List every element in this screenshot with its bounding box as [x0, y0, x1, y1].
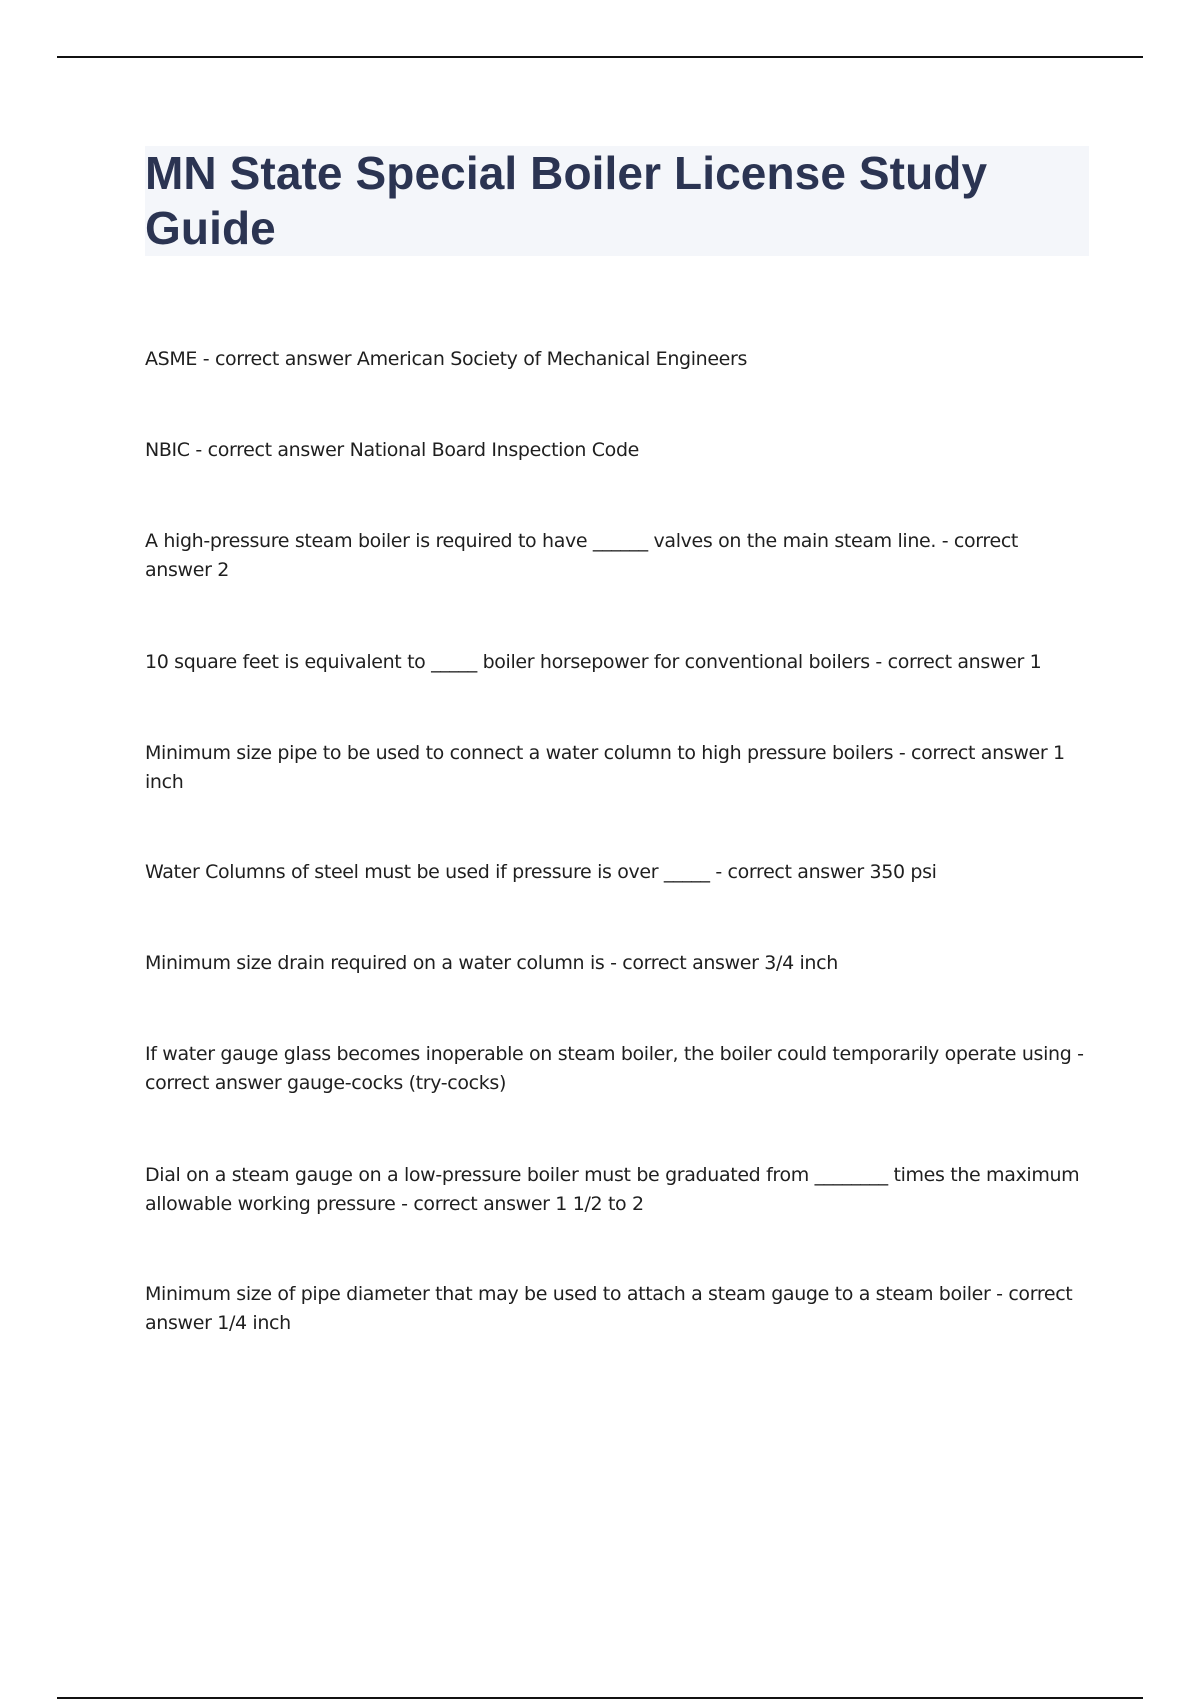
- qa-item: Minimum size pipe to be used to connect a water column to high pressure boilers - correct answer 1 inch: [145, 742, 1065, 793]
- title-block: [145, 146, 1089, 256]
- qa-item: A high-pressure steam boiler is required to have ______ valves on the main steam line. - correct answer 2: [145, 530, 1019, 581]
- qa-item: ASME - correct answer American Society of Mechanical Engineers: [145, 348, 748, 370]
- qa-item: Minimum size drain required on a water column is - correct answer 3/4 inch: [145, 952, 838, 974]
- qa-item: Minimum size of pipe diameter that may be used to attach a steam gauge to a steam boiler - correct answer 1/4 inch: [145, 1283, 1073, 1334]
- top-rule: [57, 56, 1143, 58]
- qa-item: Water Columns of steel must be used if pressure is over _____ - correct answer 350 psi: [145, 861, 937, 883]
- qa-item: If water gauge glass becomes inoperable on steam boiler, the boiler could temporarily operate using - correct answer gauge-cocks (try-cocks): [145, 1043, 1084, 1094]
- qa-item: Dial on a steam gauge on a low-pressure boiler must be graduated from ________ times the maximum allowable working pressure - correct answer 1 1/2 to 2: [145, 1164, 1080, 1215]
- bottom-rule: [57, 1697, 1143, 1699]
- qa-item: NBIC - correct answer National Board Inspection Code: [145, 439, 639, 461]
- document-title: MN State Special Boiler License Study Guide: [145, 147, 988, 254]
- qa-item: 10 square feet is equivalent to _____ boiler horsepower for conventional boilers - correct answer 1: [145, 651, 1042, 673]
